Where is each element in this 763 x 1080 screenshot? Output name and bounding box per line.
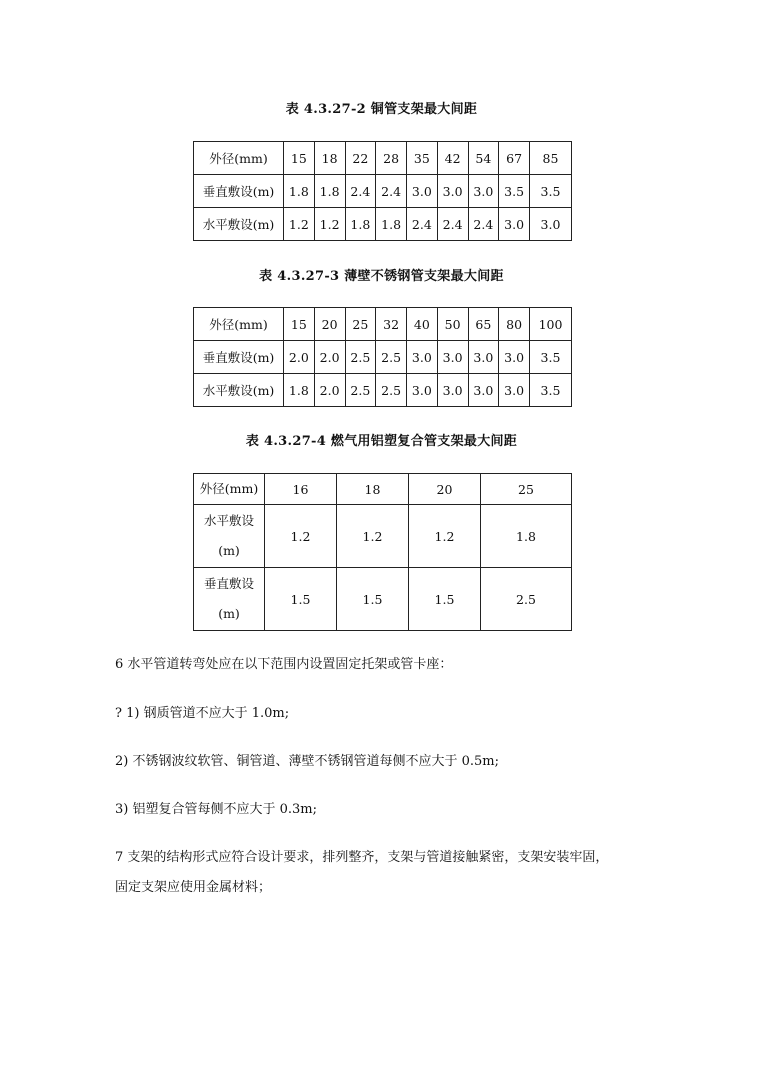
table-header-cell: 20 <box>314 308 345 341</box>
table-header-cell: 67 <box>499 142 530 175</box>
table-cell: 1.5 <box>409 568 481 631</box>
table-cell: 2.5 <box>376 341 407 374</box>
table-cell: 2.4 <box>376 175 407 208</box>
table-cell: 1.8 <box>284 175 315 208</box>
table-cell: 1.5 <box>337 568 409 631</box>
table-row <box>194 374 572 407</box>
table-cell: 1.8 <box>314 175 345 208</box>
table-cell: 1.8 <box>284 374 315 407</box>
table-header-cell: 25 <box>481 474 572 505</box>
table-cell: 3.0 <box>437 341 468 374</box>
table-cell: 2.4 <box>345 175 376 208</box>
table-header-cell: 15 <box>284 142 315 175</box>
table-cell: 1.2 <box>265 505 337 568</box>
table-cell: 3.0 <box>468 175 499 208</box>
table-row <box>194 474 572 505</box>
table-row <box>194 308 572 341</box>
table-header-cell: 50 <box>437 308 468 341</box>
table-cell: 1.2 <box>337 505 409 568</box>
table-cell: 1.2 <box>284 208 315 241</box>
table-cell: 1.8 <box>345 208 376 241</box>
row-label-line: 水平敷设 <box>203 513 254 528</box>
table-header-cell: 16 <box>265 474 337 505</box>
table-cell: 3.0 <box>499 374 530 407</box>
table-cell: 2.5 <box>481 568 572 631</box>
table-header-cell: 28 <box>376 142 407 175</box>
table-row-label: 垂直敷设(m) <box>194 341 284 374</box>
table-cell: 3.0 <box>499 208 530 241</box>
table-cell: 2.4 <box>437 208 468 241</box>
row-label-unit: (m) <box>218 543 240 558</box>
table-cell: 2.4 <box>407 208 438 241</box>
table-row <box>194 341 572 374</box>
copper-pipe-support-table <box>193 141 572 241</box>
table-row <box>194 208 572 241</box>
table-header-cell: 25 <box>345 308 376 341</box>
table2-caption: 表 4.3.27-3 薄壁不锈钢管支架最大间距 <box>259 269 504 284</box>
table-cell: 3.0 <box>530 208 572 241</box>
table-cell: 1.2 <box>409 505 481 568</box>
table-cell: 1.8 <box>376 208 407 241</box>
table-cell: 2.0 <box>314 341 345 374</box>
table-cell: 2.5 <box>345 341 376 374</box>
table-cell: 2.0 <box>284 341 315 374</box>
table-header-cell: 18 <box>337 474 409 505</box>
table-cell: 3.0 <box>499 341 530 374</box>
paragraph-item-6-2: 2) 不锈钢波纹软管、铜管道、薄壁不锈钢管道每侧不应大于 0.5m; <box>115 754 499 769</box>
table-cell: 3.5 <box>530 175 572 208</box>
table-header-cell: 54 <box>468 142 499 175</box>
table-cell: 3.0 <box>437 374 468 407</box>
paragraph-item-7 <box>115 843 655 903</box>
table-cell: 3.5 <box>499 175 530 208</box>
table-cell: 2.5 <box>345 374 376 407</box>
table-header-cell: 42 <box>437 142 468 175</box>
table-header-cell: 18 <box>314 142 345 175</box>
table-row <box>194 175 572 208</box>
table-header-cell: 35 <box>407 142 438 175</box>
table-cell: 3.0 <box>407 341 438 374</box>
aluminum-plastic-pipe-support-table <box>193 473 572 631</box>
paragraph-line: 7 支架的结构形式应符合设计要求，排列整齐，支架与管道接触紧密，支架安装牢固， <box>115 850 609 865</box>
table1-caption: 表 4.3.27-2 铜管支架最大间距 <box>285 102 478 117</box>
table-row-label <box>194 568 265 631</box>
table-header-cell: 80 <box>499 308 530 341</box>
table-cell: 3.0 <box>437 175 468 208</box>
row-label-unit: (m) <box>218 606 240 621</box>
table-row-label: 水平敷设(m) <box>194 374 284 407</box>
table-header-cell: 外径(mm) <box>194 474 265 505</box>
paragraph-item-6: 6 水平管道转弯处应在以下范围内设置固定托架或管卡座： <box>115 657 453 672</box>
table-header-cell: 15 <box>284 308 315 341</box>
table-header-cell: 外径(mm) <box>194 308 284 341</box>
table-cell: 1.8 <box>481 505 572 568</box>
table-header-cell: 20 <box>409 474 481 505</box>
table-cell: 1.5 <box>265 568 337 631</box>
paragraph-line: 固定支架应使用金属材料； <box>115 880 272 895</box>
table-row <box>194 505 572 568</box>
table-cell: 2.5 <box>376 374 407 407</box>
table-cell: 2.0 <box>314 374 345 407</box>
paragraph-item-6-1: ? 1) 钢质管道不应大于 1.0m; <box>115 706 290 721</box>
table-row-label <box>194 505 265 568</box>
table-cell: 2.4 <box>468 208 499 241</box>
table-cell: 3.5 <box>530 374 572 407</box>
table-cell: 1.2 <box>314 208 345 241</box>
row-label-line: 垂直敷设 <box>203 576 254 591</box>
table-header-cell: 65 <box>468 308 499 341</box>
table-cell: 3.0 <box>468 374 499 407</box>
table-cell: 3.0 <box>468 341 499 374</box>
table-row <box>194 568 572 631</box>
table-row-label: 垂直敷设(m) <box>194 175 284 208</box>
table-cell: 3.0 <box>407 175 438 208</box>
table-header-cell: 32 <box>376 308 407 341</box>
paragraph-item-6-3: 3) 铝塑复合管每侧不应大于 0.3m; <box>115 802 317 817</box>
table3-caption: 表 4.3.27-4 燃气用铝塑复合管支架最大间距 <box>245 434 518 449</box>
table-header-cell: 外径(mm) <box>194 142 284 175</box>
table-header-cell: 85 <box>530 142 572 175</box>
stainless-pipe-support-table <box>193 307 572 407</box>
table-row <box>194 142 572 175</box>
table-row-label: 水平敷设(m) <box>194 208 284 241</box>
table-header-cell: 22 <box>345 142 376 175</box>
table-cell: 3.0 <box>407 374 438 407</box>
table-header-cell: 40 <box>407 308 438 341</box>
table-header-cell: 100 <box>530 308 572 341</box>
table-cell: 3.5 <box>530 341 572 374</box>
